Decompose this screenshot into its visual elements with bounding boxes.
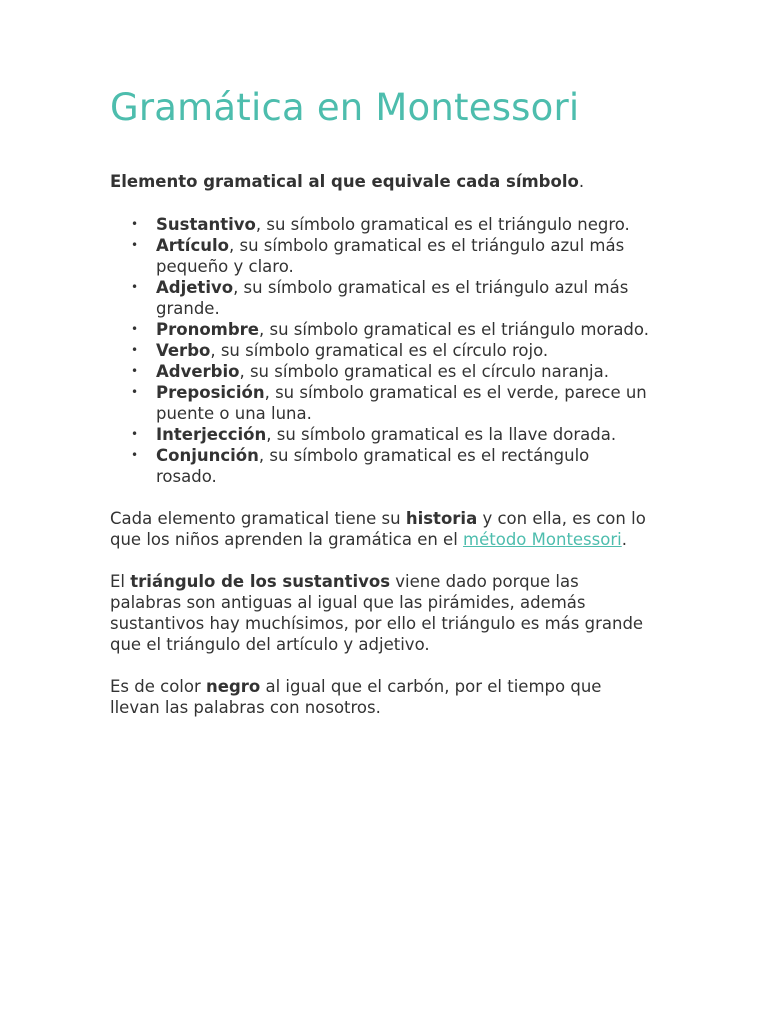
history-paragraph xyxy=(110,508,655,550)
list-item xyxy=(131,235,655,277)
montessori-method-link[interactable]: método Montessori xyxy=(463,530,622,549)
list-item-text: , su símbolo gramatical es el triángulo morado. xyxy=(258,320,649,339)
list-item-term: Preposición xyxy=(156,383,265,402)
list-item-term: Pronombre xyxy=(156,320,259,339)
intro-after-text: . xyxy=(578,172,585,191)
list-item xyxy=(131,340,655,361)
list-item-text: , su símbolo gramatical es el rectángulo rosado. xyxy=(156,446,590,486)
list-item xyxy=(131,361,655,382)
list-item-term: Adjetivo xyxy=(156,278,234,297)
bullet-icon: • xyxy=(131,427,139,441)
list-item xyxy=(131,382,655,424)
bullet-icon: • xyxy=(131,217,139,231)
list-item-term: Adverbio xyxy=(156,362,240,381)
black-color-after-text: al igual que el carbón, por el tiempo que llevan las palabras con nosotros. xyxy=(110,677,602,717)
page-title: Gramática en Montessori xyxy=(110,86,580,129)
noun-triangle-after-text: viene dado porque las palabras son antiguas al igual que las pirámides, además sustantivos hay muchísimos, por ello el triángulo es más grande que el triángulo del artículo y adjetivo. xyxy=(110,572,644,654)
bullet-icon: • xyxy=(131,280,139,294)
list-item xyxy=(131,319,655,340)
list-item-text: , su símbolo gramatical es el triángulo negro. xyxy=(255,215,630,234)
list-item-text: , su símbolo gramatical es el círculo naranja. xyxy=(239,362,609,381)
bullet-icon: • xyxy=(131,238,139,252)
list-item-term: Artículo xyxy=(156,236,229,255)
list-item-term: Interjección xyxy=(156,425,267,444)
list-item-text: , su símbolo gramatical es el círculo rojo. xyxy=(210,341,549,360)
noun-triangle-before-text: El xyxy=(110,572,131,591)
bullet-icon: • xyxy=(131,364,139,378)
history-bold-text: historia xyxy=(405,509,478,528)
noun-triangle-bold-text: triángulo de los sustantivos xyxy=(130,572,391,591)
intro-paragraph xyxy=(110,171,655,192)
list-item-text: , su símbolo gramatical es el verde, parece un puente o una luna. xyxy=(156,383,647,423)
noun-triangle-paragraph xyxy=(110,571,655,655)
history-middle-text: y con ella, es con lo que los niños aprenden la gramática en el xyxy=(110,509,646,549)
list-item-text: , su símbolo gramatical es el triángulo azul más pequeño y claro. xyxy=(156,236,625,276)
bullet-icon: • xyxy=(131,343,139,357)
list-item-term: Verbo xyxy=(156,341,211,360)
history-after-text: . xyxy=(621,530,627,549)
symbol-list xyxy=(110,214,655,487)
list-item xyxy=(131,424,655,445)
list-item-term: Conjunción xyxy=(156,446,259,465)
list-item-term: Sustantivo xyxy=(156,215,256,234)
list-item xyxy=(131,277,655,319)
bullet-icon: • xyxy=(131,448,139,462)
document-page xyxy=(110,85,655,718)
list-item-text: , su símbolo gramatical es el triángulo azul más grande. xyxy=(156,278,629,318)
bullet-icon: • xyxy=(131,322,139,336)
bullet-icon: • xyxy=(131,385,139,399)
black-color-bold-text: negro xyxy=(206,677,261,696)
list-item-text: , su símbolo gramatical es la llave dorada. xyxy=(266,425,617,444)
black-color-before-text: Es de color xyxy=(110,677,207,696)
black-color-paragraph xyxy=(110,676,655,718)
history-before-text: Cada elemento gramatical tiene su xyxy=(110,509,406,528)
list-item xyxy=(131,214,655,235)
intro-bold-text: Elemento gramatical al que equivale cada símbolo xyxy=(110,172,579,191)
list-item xyxy=(131,445,655,487)
